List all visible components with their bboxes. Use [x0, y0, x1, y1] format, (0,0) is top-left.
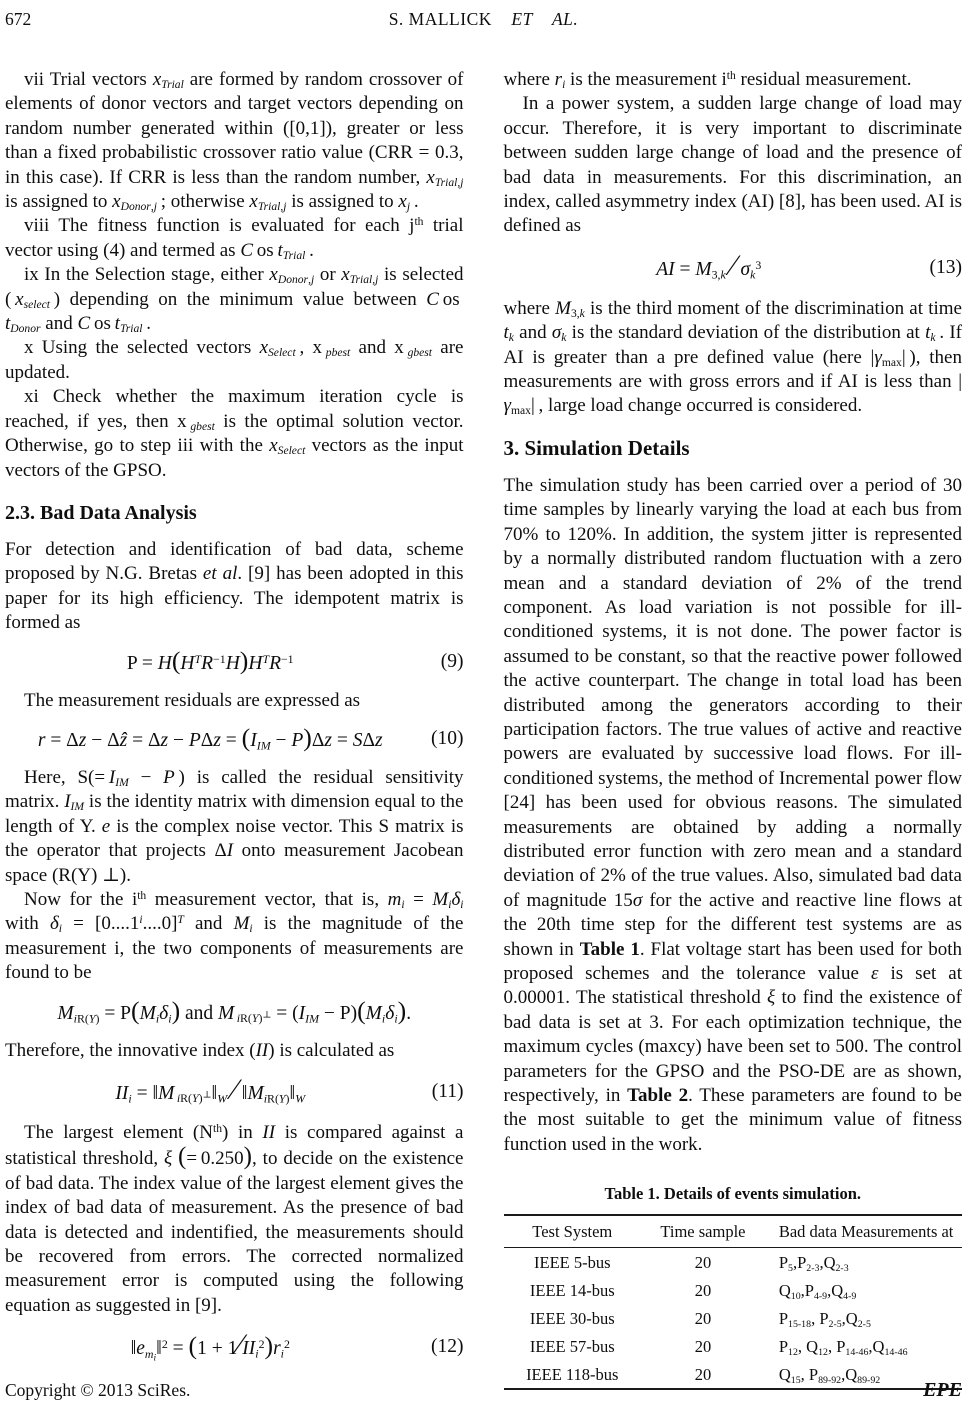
page-number: 672 [5, 9, 32, 29]
table1 [504, 1214, 963, 1390]
table-row [504, 1248, 963, 1277]
journal-abbreviation: EPE [923, 1379, 962, 1401]
therefore-lead-paragraph: Therefore, the innovative index (II) is calculated as [5, 1039, 395, 1061]
simulation-paragraph: The simulation study has been carried over a period of 30 time samples by linearly varying the load at each bus from 70% to 120%. In addition, the system jitter is represented by a normally distributed random fluctuation with a zero mean and a standard deviation of 2% of the trend component. As load variation is not possible for ill-conditioned systems, it is not done. The power factor is assumed to be constant, so that the reactive power followed the active counterpart. The change in total load has been distributed among the generators according to their participation factors. The true values of active and reactive powers are evaluated by successive load flows. For ill-conditioned systems, the method of Incremental power flow [24] has been used for obvious reasons. The simulated measurements are obtained by adding a normally distributed error function with zero mean and a standard deviation of 2% of the true values. Also, simulated bad data of magnitude 15σ for the active and reactive line flows at the 20th time step for the different test systems are as shown in Table 1. Flat voltage start has been used for both proposed schemes and the tolerance value ε is set at 0.00001. The statistical threshold ξ to find the existence of bad data is set at 3. For each optimization technique, the maximum cycles (maxcy) have been set to 500. The control parameters for the GPSO and the PSO-DE are as shown, respectively, in Table 2. These parameters are found to be the most suitable to get the minimum value of fitness function used in the work. [503, 474, 963, 1155]
equation-13-body: AI = $M_{3,k}$ ⁄ $\sigma_k^3$ [656, 249, 762, 282]
step-x-paragraph: x Using the selected vectors $x_{Select}$ , x $_{pbest}$ and x $_{gbest}$ are updated. [5, 337, 464, 383]
table1-cell-system: IEEE 14-bus [529, 1280, 615, 1300]
components-equation [5, 996, 464, 1029]
equation-9 [5, 646, 464, 679]
table-row [504, 1332, 963, 1360]
here-s-paragraph: Here, $S(= I_{IM} - P$ ) is called the residual sensitivity matrix. $I_{IM}$ is the identity matrix with dimension equal to the length of Y. e is the complex noise vector. This S matrix is the operator that projects ΔI onto measurement Jacobean space (R(Y) ⊥). [5, 766, 464, 886]
table1-cell-bad-data: $P_{12}$, $Q_{12}$, $P_{14-46},Q_{14-46}$ [778, 1336, 908, 1358]
table1-header-time-sample: Time sample [641, 1215, 765, 1248]
page-footer [5, 1379, 962, 1402]
table1-cell-bad-data: $Q_{15}$, $P_{89-92},Q_{89-92}$ [778, 1364, 881, 1386]
table1-cell-sample: 20 [694, 1252, 712, 1272]
table1-cell-bad-data: $P_5,P_{2-3},Q_{2-3}$ [778, 1252, 849, 1274]
table1-header [504, 1215, 963, 1248]
largest-element-paragraph: The largest element $(N^{th})$ in II is compared against a statistical threshold, ξ (= 0.250), to decide on the existence of bad data. The index value of the largest element gives the index of bad data of measurement. As the presence of bad data is detected and indentified, the measurements should be recovered from errors. The corrected normalized measurement error is computed using the following equation as suggested in [9]. [5, 1122, 464, 1316]
table1-cell-sample: 20 [694, 1308, 712, 1328]
equation-12-number: (12) [431, 1336, 464, 1358]
table1-caption: Table 1. Details of events simulation. [604, 1184, 862, 1204]
section-2-3-heading: 2.3. Bad Data Analysis [5, 501, 197, 524]
step-xi-paragraph: xi Check whether the maximum iteration cycle is reached, if yes, then x $_{gbest}$ is the optimal solution vector. Otherwise, go to step iii with the $x_{Select}$ vectors as the input vectors of the GPSO. [5, 386, 464, 481]
table1-cell-system: IEEE 118-bus [526, 1364, 619, 1384]
section-3-heading: 3. Simulation Details [503, 435, 690, 460]
equation-10 [5, 723, 464, 756]
equation-10-number: (10) [431, 728, 464, 750]
equation-13 [504, 251, 963, 285]
step-ix-paragraph: ix In the Selection stage, either $x_{Donor,j}$ or $x_{Trial,j}$ is selected ( $x_{select}$ ) depending on the minimum value between C os $t_{Donor}$ and C os $t_{Trial}$ . [5, 264, 464, 336]
now-ith-paragraph: Now for the $i^{th}$ measurement vector, that is, $m_i = M_i\delta_i$ with $\delta_i = [0....1^i....0]^T$ and $M_i$ is the magnitude of the measurement i, the two components of measurements are found to be [5, 888, 464, 984]
step-viii-paragraph: viii The fitness function is evaluated for each $j^{th}$ trial vector using (4) and termed as C os $t_{Trial}$ . [5, 215, 464, 263]
table-row [504, 1276, 963, 1304]
residuals-lead-paragraph: The measurement residuals are expressed as [24, 689, 361, 711]
equation-12 [5, 1330, 464, 1364]
bad-data-intro-paragraph: For detection and identification of bad data, scheme proposed by N.G. Bretas et al. [9] has been adopted in this paper for its high efficiency. The idempotent matrix is formed as [5, 538, 464, 634]
table1-header-test-system: Test System [504, 1215, 642, 1248]
table1-cell-system: IEEE 5-bus [534, 1252, 611, 1272]
equation-9-body: $P = H(H^TR^{-1}H)H^TR^{-1}$ [126, 645, 294, 675]
equation-9-number: (9) [440, 651, 464, 673]
power-system-paragraph: In a power system, a sudden large change of load may occur. Therefore, it is very important to discriminate between sudden large change of load and the presence of bad data in measurements. For this discrimination, an index, called asymmetry index (AI) [8], has been used. AI is defined as [503, 93, 963, 237]
equation-11-body: $II_i$ = ‖M $_{iR(Y)^\perp}‖_W$ ⁄ $‖M_{iR(Y)}‖_W$ [115, 1074, 306, 1106]
table1-cell-sample: 20 [694, 1364, 712, 1384]
equation-11-number: (11) [431, 1081, 464, 1102]
table1-cell-bad-data: $Q_{10},P_{4-9},Q_{4-9}$ [778, 1280, 857, 1302]
table1-cell-bad-data: $P_{15-18}$, $P_{2-5},Q_{2-5}$ [778, 1308, 871, 1330]
equation-11 [5, 1075, 464, 1109]
left-column [5, 68, 464, 1390]
copyright-text: Copyright © 2013 SciRes. [5, 1380, 191, 1400]
equation-13-number: (13) [929, 256, 962, 278]
components-equation-body: $M_{iR(Y)} = P(M_i\delta_i)$ and M $_{iR(Y)^\perp} = (I_{IM} - P)(M_i\delta_i)$. [57, 995, 412, 1025]
table1-header-row [504, 1215, 963, 1248]
equation-12-body: $‖e_{m_i}‖^2 = (1$ + $1⁄II_i^2)r_i^2$ [130, 1329, 290, 1364]
table1-header-bad-data: Bad data Measurements at [765, 1215, 962, 1248]
right-column [504, 68, 963, 1390]
two-column-body [0, 68, 967, 1390]
where-ri-paragraph: where $r_i$ is the measurement $i^{th}$ residual measurement. [503, 69, 912, 92]
step-vii-paragraph: vii Trial vectors $x_{Trial}$ are formed by random crossover of elements of donor vectors and target vectors depending on random number generated within ([0,1]), greater or less than a fixed probabilistic crossover ratio value (CRR = 0.3, in this case). If CRR is less than the random number, $x_{Trial,j}$ is assigned to $x_{Donor,j}$ ; otherwise $x_{Trial,j}$ is assigned to $x_j$ . [5, 69, 464, 214]
table-row [504, 1304, 963, 1332]
running-head: S. MALLICK ET AL. [388, 9, 579, 29]
where-m3k-paragraph: where $M_{3,k}$ is the third moment of the discrimination at time $t_k$ and $\sigma_k$ is the standard deviation of the distribution at $t_k$ . If AI is greater than a pre defined value (here $|\gamma_{max}|$ ), then measurements are with gross errors and if AI is less than $|\gamma_{max}|$ , large load change occurred is considered. [503, 297, 962, 418]
table1-cell-system: IEEE 57-bus [529, 1336, 615, 1356]
table1-cell-sample: 20 [694, 1280, 712, 1300]
table1-cell-system: IEEE 30-bus [529, 1308, 615, 1328]
page-header [0, 0, 967, 39]
table1-body [504, 1248, 963, 1390]
equation-10-body: r = Δz − Δẑ = $\Delta z - P\Delta z = (I_{IM} - P)\Delta z = S\Delta z$ [37, 722, 383, 753]
table1-cell-sample: 20 [694, 1336, 712, 1356]
